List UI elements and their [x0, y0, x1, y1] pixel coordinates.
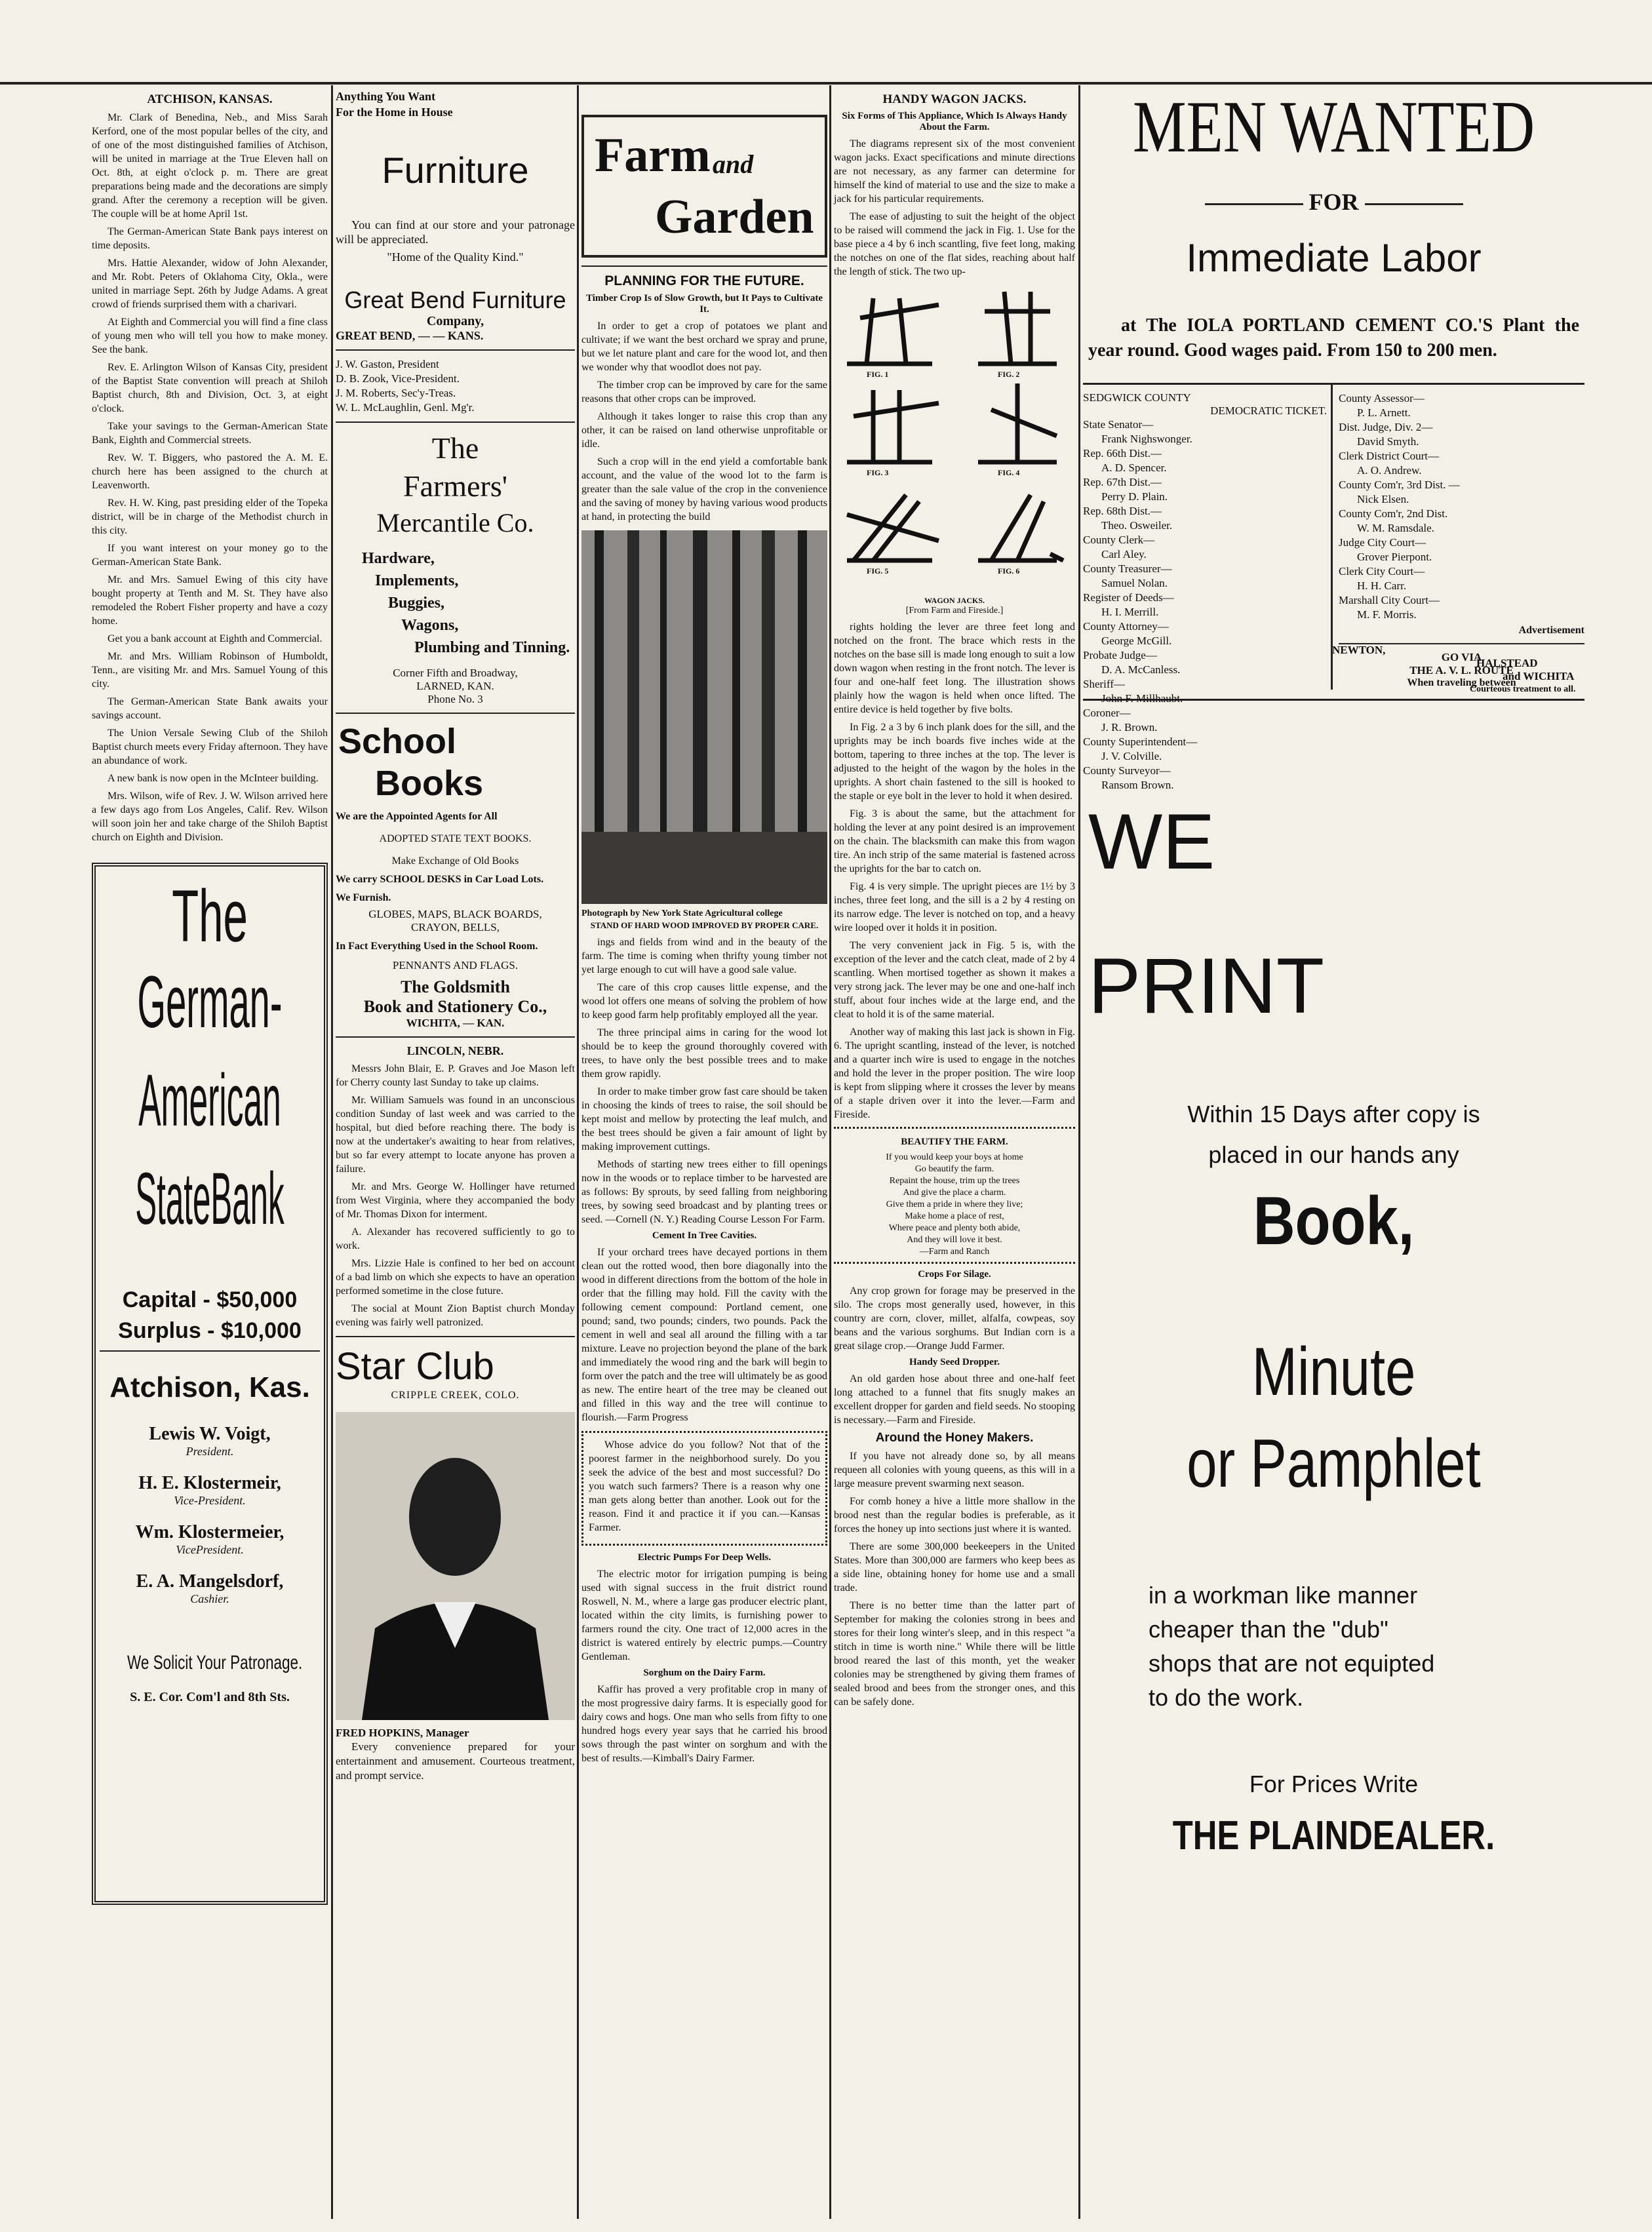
ticket-office: Rep. 68th Dist.— — [1083, 505, 1162, 517]
do-work-line: to do the work. — [1149, 1684, 1304, 1711]
figure-caption: WAGON JACKS. — [924, 596, 985, 605]
paragraph: The social at Mount Zion Baptist church Monday evening was fairly well patronized. — [336, 1303, 575, 1328]
paragraph: The Union Versale Sewing Club of the Shiloh Baptist church meets every Friday afternoon. They have an abundance of work. — [92, 728, 328, 766]
and-title: and — [713, 149, 754, 179]
dropper-text: An old garden hose about three and one-half feet long attached to a funnel that fits snugly makes an excellent dropper for garden and field seeds. No stooping is necessary.—Farm and Fireside. — [834, 1373, 1075, 1426]
bank-officers — [100, 1424, 320, 1606]
pamphlet-title: or Pamphlet — [1187, 1426, 1481, 1502]
ticket-office: Marshall City Court— — [1339, 594, 1440, 606]
ticket-candidate: A. O. Andrew. — [1357, 464, 1422, 477]
mercantile-farmers: Farmers' — [403, 469, 508, 503]
ticket-candidate: H. H. Carr. — [1357, 579, 1407, 592]
ticket-office: County Clerk— — [1083, 534, 1155, 546]
workman-line: in a workman like manner — [1149, 1582, 1418, 1609]
within-days: Within 15 Days after copy is — [1187, 1101, 1480, 1127]
ticket-office: County Treasurer— — [1083, 562, 1172, 575]
ticket-office: Dist. Judge, Div. 2— — [1339, 421, 1433, 433]
dropper-heading: Handy Seed Dropper. — [909, 1357, 1000, 1367]
democratic-ticket — [1083, 391, 1584, 791]
bank-american: American — [138, 1059, 281, 1141]
bank-officer-title: Cashier. — [190, 1592, 229, 1605]
ticket-office: Register of Deeds— — [1083, 591, 1174, 604]
ticket-candidate: John F. Millhaubt. — [1101, 692, 1183, 705]
beautify-heading: BEAUTIFY THE FARM. — [901, 1137, 1008, 1147]
forest-photo — [581, 530, 827, 904]
bank-surplus: Surplus - $10,000 — [118, 1318, 302, 1343]
ticket-office: Sheriff— — [1083, 678, 1125, 690]
furniture-body: You can find at our store and your patronage will be appreciated. — [336, 218, 575, 246]
furniture-top-2: For the Home in House — [336, 106, 453, 119]
photo-credit: Photograph by New York State Agricultural college — [581, 909, 783, 918]
ticket-heading-2: DEMOCRATIC TICKET. — [1210, 404, 1327, 417]
furniture-company: Company, — [426, 314, 484, 328]
garden-title: Garden — [655, 190, 814, 244]
paragraph: Mrs. Wilson, wife of Rev. J. W. Wilson arrived here a few days ago from Los Angeles, Calif. Rev. Wilson will soon join her and take charge of the Shiloh Baptist church on Eighth and Division. — [92, 791, 328, 843]
school-desks: We carry SCHOOL DESKS in Car Load Lots. — [336, 874, 544, 885]
book-title: Book, — [1253, 1183, 1415, 1259]
school-title: School — [338, 722, 457, 761]
ticket-candidate: J. V. Colville. — [1101, 750, 1162, 762]
pumps-text: The electric motor for irrigation pumping is being used with signal success in the fruit district round Roswell, N. M., where a large gas producer electric plant, located within the city limits, is furnishing power to farmers round the city. One tract of 12,000 acres in the district is watered entirely by electric pumps.—Country Gentleman. — [581, 1569, 827, 1662]
jacks-article — [834, 137, 1075, 279]
officer: J. M. Roberts, Sec'y-Treas. — [336, 387, 456, 399]
portrait-illustration — [336, 1412, 575, 1720]
mercantile-items — [336, 547, 575, 659]
traveling-between: When traveling between — [1407, 677, 1516, 688]
farm-title: Farm — [595, 128, 711, 182]
ticket-candidate: W. M. Ramsdale. — [1357, 522, 1434, 534]
mercantile-item: Wagons, — [401, 617, 459, 634]
halstead: HALSTEAD — [1476, 657, 1538, 669]
school-furnish: We Furnish. — [336, 892, 391, 903]
print-title: PRINT — [1088, 942, 1324, 1030]
paragraph: If you want interest on your money go to the German-American State Bank. — [92, 543, 328, 568]
fig-4-label: FIG. 4 — [998, 468, 1020, 477]
paragraph: rights holding the lever are three feet long and notched on the front. The brace which rests in the notches on the base sill is made long enough to suit a low down wagon when resting in the front notch. The lever is four and one-half feet long. The illustration shows plainly how the wagon is held when once lifted. The entire device is held together by five bolts. — [834, 621, 1075, 715]
ticket-candidate: Grover Pierpont. — [1357, 551, 1432, 563]
star-club-manager: FRED HOPKINS, Manager — [336, 1727, 469, 1739]
paragraph: In order to make timber grow fast care should be taken in choosing the kinds of trees to raise, the soil should be kept moist and mellow by protecting the leaf mulch, and the best trees should be given a fair amount of light by making improvement cuttings. — [581, 1086, 827, 1152]
paragraph: The ease of adjusting to suit the height of the object to be raised will commend the jack in Fig. 1. Use for the base piece a 4 by 6 inch scantling, five feet long, making the notches on one of the flat sides, reaching about half the length of stick. The two up- — [834, 211, 1075, 277]
placed-in-hands: placed in our hands any — [1208, 1141, 1459, 1168]
bank-officer-title: President. — [186, 1445, 234, 1458]
paragraph: In Fig. 2 a 3 by 6 inch plank does for the sill, and the uprights may be inch boards five inches wide at the bottom, tapering to three inches at the top. The lever is adjusted to the height of the wagon by the holes in the uprights. A short chain fastened to the sill is hooked to the staple or eye bolt in the lever to hold it when desired. — [834, 722, 1075, 802]
paragraph: The three principal aims in caring for the wood lot should be to keep the ground thoroughly covered with trees, to have only the best possible trees and to make them grow rapidly. — [581, 1027, 827, 1080]
paragraph: Although it takes longer to raise this crop than any other, it can be raised on land otherwise unprofitable or idle. — [581, 411, 827, 450]
paragraph: Take your savings to the German-American State Bank, Eighth and Commercial streets. — [92, 421, 328, 446]
school-pennants: PENNANTS AND FLAGS. — [392, 959, 519, 971]
honey-heading: Around the Honey Makers. — [875, 1431, 1034, 1445]
bank-the: The — [172, 875, 248, 957]
cheaper-line: cheaper than the "dub" — [1149, 1616, 1388, 1643]
immediate-labor: Immediate Labor — [1186, 236, 1482, 280]
fig-1-label: FIG. 1 — [867, 370, 889, 379]
paragraph: If you have not already done so, by all means requeen all colonies with young queens, as this will in a large measure prevent swarming next season. — [834, 1451, 1075, 1489]
figure-source: [From Farm and Fireside.] — [905, 606, 1004, 616]
ticket-candidate: D. A. McCanless. — [1101, 663, 1181, 676]
newton: NEWTON, — [1332, 644, 1386, 656]
shops-line: shops that are not equipted — [1149, 1650, 1435, 1677]
prices-write: For Prices Write — [1249, 1771, 1419, 1797]
mercantile-corner: Corner Fifth and Broadway, — [393, 667, 518, 679]
ticket-candidate: Carl Aley. — [1101, 548, 1147, 560]
paragraph: ings and fields from wind and in the beauty of the farm. The time is coming when thrifty young timber not yet large enough to cut will have a good sale value. — [581, 937, 827, 975]
paragraph: If your orchard trees have decayed portions in them clean out the rotted wood, then bore diagonally into the wood in different directions from the bottom of the hole in order that the filling may hold. Fill the cavity with the following cement compound: Portland cement, one pound; sand, two pounds; cinders, two pounds. Pack the cement in well and seal all around the filling with a tar mixture. Leave no projection beyond the plane of the bark and immediately the wood ring and the bark will begin to form over the patch and the tree will ultimately be as good as new. The entire heart of the tree may be cleaned out and filled in this way and the tree will continue to flourish.—Farm Progress — [581, 1247, 827, 1423]
ticket-office: County Surveyor— — [1083, 764, 1171, 777]
furniture-quote: "Home of the Quality Kind." — [387, 250, 524, 264]
ticket-office: Clerk City Court— — [1339, 565, 1425, 578]
cement-heading: Cement In Tree Cavities. — [652, 1230, 757, 1241]
ticket-candidate: H. I. Merrill. — [1101, 606, 1159, 618]
paragraph: Mrs. Hattie Alexander, widow of John Alexander, and Mr. Robt. Peters of Oklahoma City, Okla., were united in marriage Sept. 26th by Judge Adams. A great crowd of friends surprised them with a charivari. — [92, 258, 328, 310]
paragraph: A new bank is now open in the McInteer building. — [108, 773, 319, 784]
silage-heading: Crops For Silage. — [918, 1269, 991, 1280]
paragraph: Another way of making this last jack is shown in Fig. 6. The upright scantling, instead of the lever, is notched and a quarter inch wire is used to engage in the notches and hold the lever in the proper position. The wire loop is kept from slipping where it crosses the lever by means of a staple driven over it into the lever.—Farm and Fireside. — [834, 1027, 1075, 1120]
poem-line: And they will love it best. — [907, 1235, 1002, 1245]
paragraph: Mr. Clark of Benedina, Neb., and Miss Sarah Kerford, one of the most popular belles of the city, and of one of the most distinguished families of Atchison, will be united in marriage at the True Eleven hall on Oct. 8th, at eight o'clock p. m. There are great preparations being made and the decorations are simply grand. After the ceremony a reception will be given. The couple will be at home April 1st. — [92, 112, 328, 220]
german-american-bank-ad — [92, 863, 328, 1905]
ticket-candidate: George McGill. — [1101, 635, 1172, 647]
fig-3-label: FIG. 3 — [867, 468, 889, 477]
paragraph: The care of this crop causes little expense, and the wood lot offers one means of solving the problem of how to keep good farm help profitably employed all the year. — [581, 982, 827, 1021]
paragraph: Mr. and Mrs. William Robinson of Humboldt, Tenn., are visiting Mr. and Mrs. Samuel Young of this city. — [92, 651, 328, 690]
goldsmith-company: Book and Stationery Co., — [363, 997, 547, 1016]
school-exchange: Make Exchange of Old Books — [391, 855, 519, 867]
iola-cement-text: at The IOLA PORTLAND CEMENT CO.'S Plant the year round. Good wages paid. From 150 to 200 men. — [1088, 315, 1579, 361]
poem-line: If you would keep your boys at home — [886, 1152, 1023, 1162]
honey-article — [834, 1449, 1075, 1709]
sorghum-text: Kaffir has proved a very profitable crop in many of the most progressive dairy farms. It is especially good for dairy cows and hogs. One man who sells from fifty to one hundred hogs every year says that he carried his brood sows through the past winter on sorghum and with the best of results.—Kimball's Dairy Farmer. — [581, 1684, 827, 1764]
advice-text: Whose advice do you follow? Not that of the poorest farmer in the neighborhood surely. Do you seek the advice of the best and most successful? Do you watch such farmers? There is a reason why one man gets along better than another. Look out for the reason. Find it and practice it if you can.—Kansas Farmer. — [589, 1439, 820, 1533]
furniture-title: Furniture — [382, 149, 529, 191]
goldsmith-city: WICHITA, — KAN. — [406, 1017, 505, 1029]
advertisement-label: Advertisement — [1518, 625, 1584, 636]
sorghum-heading: Sorghum on the Dairy Farm. — [643, 1668, 766, 1678]
poem-line: Go beautify the farm. — [914, 1164, 994, 1174]
column-advertisements — [1083, 88, 1584, 1859]
star-club-title: Star Club — [336, 1345, 494, 1388]
planning-subheading: Timber Crop Is of Slow Growth, but It Pays to Cultivate It. — [586, 293, 823, 315]
avl-route: THE A. V. L. ROUTE — [1409, 664, 1514, 676]
mercantile-phone: Phone No. 3 — [427, 693, 483, 705]
paragraph: A. Alexander has recovered sufficiently to go to work. — [336, 1226, 575, 1251]
we-title: WE — [1088, 798, 1215, 886]
paragraph: Rev. W. T. Biggers, who pastored the A. M. E. church here has been assigned to the church at Leavenworth. — [92, 452, 328, 491]
ticket-office: County Com'r, 3rd Dist. — — [1339, 479, 1460, 491]
paragraph: For comb honey a hive a little more shallow in the brood nest than the regular bodies is preferable, as it forces the honey up into sections just where it is wanted. — [834, 1496, 1075, 1535]
bank-officer-name: E. A. Mangelsdorf, — [136, 1571, 284, 1592]
paragraph: Mr. and Mrs. Samuel Ewing of this city have bought property at Tenth and M. St. They have also remodeled the Robert Fisher property and have a cozy home. — [92, 574, 328, 627]
mercantile-item: Plumbing and Tinning. — [414, 639, 570, 656]
bank-officer-name: H. E. Klostermeir, — [138, 1473, 281, 1493]
officer: W. L. McLaughlin, Genl. Mg'r. — [336, 401, 475, 414]
officer-list — [336, 357, 575, 415]
ticket-candidate: J. R. Brown. — [1101, 721, 1158, 734]
column-rule-4 — [1078, 85, 1080, 2219]
ticket-candidate: Samuel Nolan. — [1101, 577, 1168, 589]
school-adopted: ADOPTED STATE TEXT BOOKS. — [379, 833, 532, 844]
bank-address: S. E. Cor. Com'l and 8th Sts. — [130, 1690, 290, 1704]
ticket-office: County Com'r, 2nd Dist. — [1339, 507, 1448, 520]
atchison-heading: ATCHISON, KANSAS. — [147, 92, 273, 106]
paragraph: In order to get a crop of potatoes we plant and cultivate; if we want the best orchard we spray and prune, but we let nature plant and care for the wood lot, and then we wonder why that woodlot does not pay. — [581, 321, 827, 373]
column-farm-garden — [581, 88, 827, 1769]
planning-article-continued — [581, 935, 827, 1226]
school-agents: We are the Appointed Agents for All — [336, 811, 498, 822]
ticket-left-list — [1083, 418, 1327, 793]
column-ads — [336, 88, 575, 1787]
paragraph: The German-American State Bank awaits your savings account. — [92, 696, 328, 721]
beautify-box — [834, 1127, 1075, 1264]
furniture-city: GREAT BEND, — — KANS. — [336, 329, 484, 342]
ticket-candidate: Nick Elsen. — [1357, 493, 1409, 505]
men-wanted: MEN WANTED — [1132, 87, 1535, 168]
mercantile-item: Implements, — [375, 572, 459, 589]
mercantile-city: LARNED, KAN. — [416, 680, 494, 692]
ticket-candidate: Ransom Brown. — [1101, 779, 1174, 791]
ticket-candidate: Theo. Osweiler. — [1101, 519, 1173, 532]
ticket-office: County Assessor— — [1339, 392, 1425, 404]
paragraph: Fig. 3 is about the same, but the attachment for holding the lever at any point desired is an improvement on the chain. The blacksmith can make this from wagon tire. An inch strip of the same material is fastened across the uprights for the bar to catch on. — [834, 808, 1075, 874]
paragraph: Rev. E. Arlington Wilson of Kansas City, president of the Baptist State convention will preach at Shiloh Baptist church, 8th and Division, Oct. 3, at eight o'clock. — [92, 362, 328, 414]
poem-line: Give them a pride in where they live; — [886, 1200, 1023, 1209]
minute-title: Minute — [1251, 1334, 1416, 1410]
ticket-right-list — [1339, 391, 1584, 622]
column-rule-2 — [577, 85, 579, 2219]
poem-line: —Farm and Ranch — [919, 1247, 990, 1257]
ticket-office: County Superintendent— — [1083, 735, 1198, 748]
bank-officer-name: Lewis W. Voigt, — [149, 1424, 271, 1444]
ticket-office: Clerk District Court— — [1339, 450, 1439, 462]
bank-officer-name: Wm. Klostermeier, — [135, 1522, 285, 1542]
silage-text: Any crop grown for forage may be preserved in the silo. The crops most generally used, however, in this country are corn, clover, millet, alfalfa, cowpeas, soy beans and the various sorghums. But Indian corn is a great silage crop.—Orange Judd Farmer. — [834, 1285, 1075, 1352]
fig-2-label: FIG. 2 — [998, 370, 1020, 379]
lincoln-news — [336, 1062, 575, 1329]
bank-german: German- — [137, 961, 283, 1043]
school-supplies: GLOBES, MAPS, BLACK BOARDS, CRAYON, BELLS, — [368, 908, 542, 933]
ticket-office: State Senator— — [1083, 418, 1154, 431]
ticket-heading-1: SEDGWICK COUNTY — [1083, 391, 1191, 404]
print-ad — [1083, 799, 1584, 1859]
paragraph: There are some 300,000 beekeepers in the United States. More than 300,000 are farmers who keep bees as a side line, obtaining honey for home use and a small trade. — [834, 1541, 1075, 1594]
photo-caption: STAND OF HARD WOOD IMPROVED BY PROPER CARE. — [590, 920, 819, 930]
farm-garden-masthead — [581, 115, 827, 258]
mercantile-item: Buggies, — [388, 595, 445, 612]
books-title: Books — [375, 764, 484, 803]
jacks-article-continued — [834, 620, 1075, 1122]
ticket-candidate: P. L. Arnett. — [1357, 406, 1411, 419]
bank-officer-title: VicePresident. — [176, 1543, 244, 1556]
paragraph: Mr. and Mrs. George W. Hollinger have returned from West Virginia, where they accompanied the body of Mr. Thomas Dixon for interment. — [336, 1181, 575, 1220]
poem-line: Repaint the house, trim up the trees — [889, 1176, 1020, 1186]
atchison-news — [92, 111, 328, 844]
wichita: and WICHITA — [1503, 670, 1575, 682]
ticket-candidate: Frank Nighswonger. — [1101, 433, 1192, 445]
planning-article — [581, 319, 827, 524]
advice-box — [581, 1431, 827, 1546]
paragraph: Rev. H. W. King, past presiding elder of the Topeka district, will be in charge of the Methodist church in this city. — [92, 498, 328, 536]
bank-statebank: StateBank — [135, 1158, 285, 1240]
school-fact: In Fact Everything Used in the School Room. — [336, 941, 538, 952]
officer: D. B. Zook, Vice-President. — [336, 372, 460, 385]
planning-heading: PLANNING FOR THE FUTURE. — [604, 273, 804, 288]
goldsmith: The Goldsmith — [401, 977, 510, 996]
ticket-office: Coroner— — [1083, 707, 1131, 719]
furniture-top-1: Anything You Want — [336, 90, 436, 103]
ticket-candidate: David Smyth. — [1357, 435, 1419, 448]
lincoln-heading: LINCOLN, NEBR. — [406, 1044, 504, 1057]
bank-city: Atchison, Kas. — [109, 1371, 310, 1403]
star-club-city: CRIPPLE CREEK, COLO. — [391, 1390, 520, 1401]
poem-line: And give the place a charm. — [903, 1188, 1006, 1198]
fig-5-label: FIG. 5 — [867, 566, 889, 576]
plaindealer: THE PLAINDEALER. — [1172, 1813, 1495, 1858]
ticket-office: County Attorney— — [1083, 620, 1169, 633]
column-rule-3 — [829, 85, 831, 2219]
jacks-subheading: Six Forms of This Appliance, Which Is Always Handy About the Farm. — [842, 111, 1067, 132]
star-club-body: Every convenience prepared for your entertainment and amusement. Courteous treatment, and prompt service. — [336, 1740, 575, 1782]
paragraph: Mr. William Samuels was found in an unconscious condition Sunday of last week and was carried to the hospital, but died before reaching there. The body is now at the undertaker's awaiting to hear from relatives, but so far every attempt to locate anyone has proven a failure. — [336, 1095, 575, 1175]
paragraph: The German-American State Bank pays interest on time deposits. — [92, 226, 328, 251]
bank-officer-title: Vice-President. — [174, 1494, 246, 1507]
bank-solicit: We Solicit Your Patronage. — [127, 1652, 303, 1674]
bank-capital: Capital - $50,000 — [122, 1287, 298, 1312]
paragraph: Such a crop will in the end yield a comfortable bank account, and the value of the wood lot to the farm is greater than the sale value of the crop in the convenience and the saving of money by having various wood products at hand, in protecting the build — [581, 456, 827, 522]
paragraph: The very convenient jack in Fig. 5 is, with the exception of the lever and the catch cleat, made of 2 by 4 scantling. When mortised together as shown it makes a very strong jack. The lever may be one and one-half inch stuff, about four inches wide at the large end, and the cleat to hold it is of the same material. — [834, 940, 1075, 1020]
mercantile-the: The — [431, 431, 479, 465]
go-via: GO VIA — [1441, 651, 1482, 663]
paragraph: Fig. 4 is very simple. The upright pieces are 1½ by 3 inches, three feet long, and the sill is a 2 by 4 resting on its narrow edge. The lever is notched on top, and a heavy wire looped over it holds it in position. — [834, 881, 1075, 933]
paragraph: Mrs. Lizzie Hale is confined to her bed on account of a bad limb on which she expects to have an operation performed sometime in the close future. — [336, 1258, 575, 1297]
ticket-office: Rep. 66th Dist.— — [1083, 447, 1162, 460]
pumps-heading: Electric Pumps For Deep Wells. — [637, 1552, 772, 1563]
mercantile-item: Hardware, — [362, 550, 435, 567]
wagon-jacks-figures — [834, 285, 1075, 593]
paragraph: The diagrams represent six of the most convenient wagon jacks. Exact specifications and minute directions are not necessary, as any farmer can determine for himself the kind of material to use and the size to make a jack for his particular requirements. — [834, 138, 1075, 205]
column-atchison — [92, 88, 328, 1905]
poem-line: Make home a place of rest, — [905, 1211, 1004, 1221]
paragraph: There is no better time than the latter part of September for making the colonies strong in bees and stores for their long winter's sleep, and in this respect "a stitch in time is worth nine." While there will be little brood reared the last of this month, yet the weaker colonies may be strengthened by giving them frames of sealed brood and bees from the stronger ones, and this can be safely done. — [834, 1600, 1075, 1708]
ticket-candidate: Perry D. Plain. — [1101, 490, 1168, 503]
ticket-office: Probate Judge— — [1083, 649, 1157, 661]
paragraph: Messrs John Blair, E. P. Graves and Joe Mason left for Cherry county last Sunday to take up claims. — [336, 1063, 575, 1088]
officer: J. W. Gaston, President — [336, 358, 439, 370]
courteous-treatment: Courteous treatment to all. — [1470, 684, 1576, 694]
furniture-company-name: Great Bend Furniture — [344, 286, 566, 313]
men-wanted-for: FOR — [1083, 188, 1584, 216]
ticket-office: Rep. 67th Dist.— — [1083, 476, 1162, 488]
cement-article — [581, 1245, 827, 1424]
portrait-photo — [336, 1412, 575, 1720]
jacks-heading: HANDY WAGON JACKS. — [882, 92, 1027, 106]
column-wagon-jacks — [834, 88, 1075, 1713]
ticket-candidate: A. D. Spencer. — [1101, 461, 1167, 474]
ticket-candidate: M. F. Morris. — [1357, 608, 1417, 621]
paragraph: Get you a bank account at Eighth and Commercial. — [108, 633, 323, 644]
beautify-poem — [834, 1152, 1075, 1258]
fig-6-label: FIG. 6 — [998, 566, 1020, 576]
poem-line: Where peace and plenty both abide, — [888, 1223, 1021, 1233]
paragraph: The timber crop can be improved by care for the same reasons that other crops can be improved. — [581, 380, 827, 404]
masthead-rule — [0, 82, 1652, 85]
paragraph: Methods of starting new trees either to fill openings now in the woods or to replace timber to be harvested are as follows: By sprouts, by seed falling from neighboring trees, by sowing seed broadcast and by planting trees or seed. —Cornell (N. Y.) Reading Course Lesson For Farm. — [581, 1159, 827, 1225]
wagon-jacks-diagram — [834, 285, 1075, 593]
column-rule-1 — [331, 85, 333, 2219]
mercantile-name: Mercantile Co. — [376, 508, 534, 538]
paragraph: At Eighth and Commercial you will find a fine class of young men who will tell you how to make money. See the bank. — [92, 317, 328, 355]
forest-illustration — [581, 530, 827, 904]
ticket-office: Judge City Court— — [1339, 536, 1426, 549]
